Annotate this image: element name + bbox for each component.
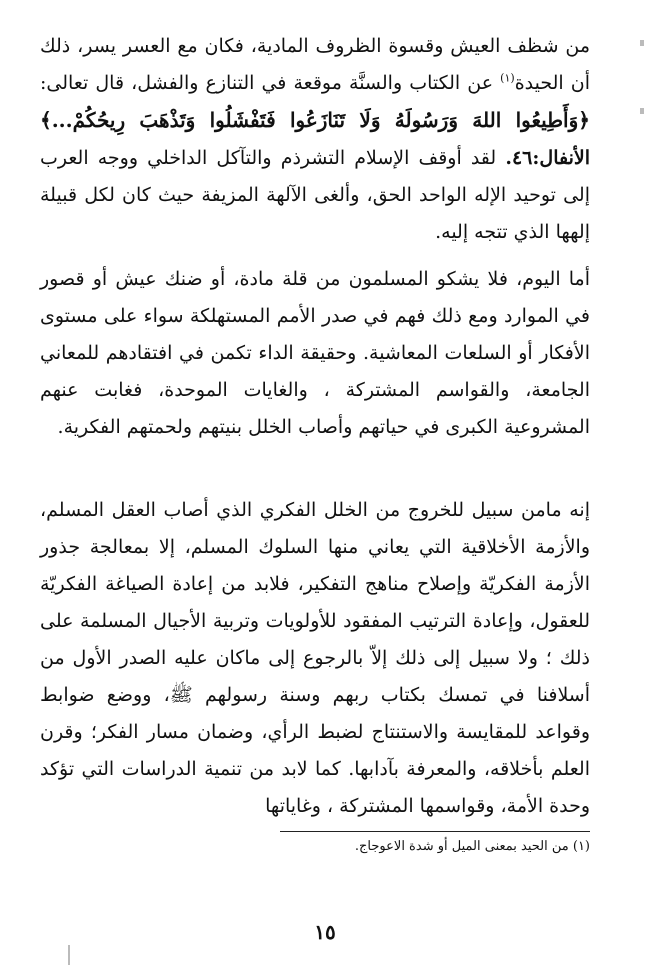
paragraph-gap	[40, 251, 590, 261]
paragraph-1-rest: لقد أوقف الإسلام التشرذم والتآكل الداخلي ووجه العرب إلى توحيد الإله الواحد الحق، وألغى الآلهة المزيفة حيث كان لكل قبيلة إلهها الذي تتجه إليه.	[40, 147, 590, 243]
section-gap	[40, 446, 590, 492]
footnote-marker: (١)	[500, 71, 515, 85]
page-number: ١٥	[314, 920, 336, 944]
paragraph-3: إنه مامن سبيل للخروج من الخلل الفكري الذي أصاب العقل المسلم، والأزمة الأخلاقية التي يعاني منها السلوك المسلم، إلا بمعالجة جذور الأزمة الفكريّة وإصلاح مناهج التفكير، فلابد من إعادة الصياغة الفكريّة للعقول، وإعادة الترتيب المفقود للأولويات وتربية الأجيال المسلمة على ذلك ؛ ولا سبيل إلى ذلك إلاّ بالرجوع إلى ماكان عليه الصدر الأول من أسلافنا في تمسك بكتاب ربهم وسنة رسولهم ﷺ، ووضع ضوابط وقواعد للمقايسة والاستنتاج لضبط الرأي، وضمان مسار الفكر؛ وقرن العلم بأخلاقه، والمعرفة بآدابها. كما لابد من تنمية الدراسات التي تؤكد وحدة الأمة، وقواسمها المشتركة ، وغاياتها	[40, 499, 591, 817]
paragraph-1	[40, 28, 590, 251]
footnote-divider	[280, 831, 590, 832]
footnote: (١) من الحيد بمعنى الميل أو شدة الاعوجاج.	[354, 839, 590, 854]
paragraph-1-after-note: عن الكتاب والسنَّة موقعة في التنازع والفشل، قال تعالى:	[40, 72, 501, 94]
scan-edge-mark	[68, 945, 70, 965]
quran-verse: ﴿وَأَطِيعُوا اللهَ وَرَسُولَهُ وَلَا تَنَازَعُوا فَتَفْشَلُوا وَتَذْهَبَ رِيحُكُمْ...﴾	[40, 108, 590, 132]
verse-reference: الأنفال:٤٦.	[505, 147, 590, 169]
scan-edge-mark	[640, 40, 644, 46]
book-page	[40, 28, 590, 974]
paragraph-2: أما اليوم، فلا يشكو المسلمون من قلة مادة، أو ضنك عيش أو قصور في الموارد ومع ذلك فهم في صدر الأمم المستهلكة سواء على مستوى الأفكار أو السلعات المعاشية. وحقيقة الداء تكمن في افتقادهم للمعاني الجامعة، والقواسم المشتركة ، والغايات الموحدة، فغابت عنهم المشروعية الكبرى في حياتهم وأصاب الخلل بنيتهم ولحمتهم الفكرية.	[40, 268, 590, 438]
scan-edge-mark	[640, 108, 644, 114]
paragraph-1-before-note: من شظف العيش وقسوة الظروف المادية، فكان مع العسر يسر، ذلك أن الحيدة	[40, 35, 591, 94]
